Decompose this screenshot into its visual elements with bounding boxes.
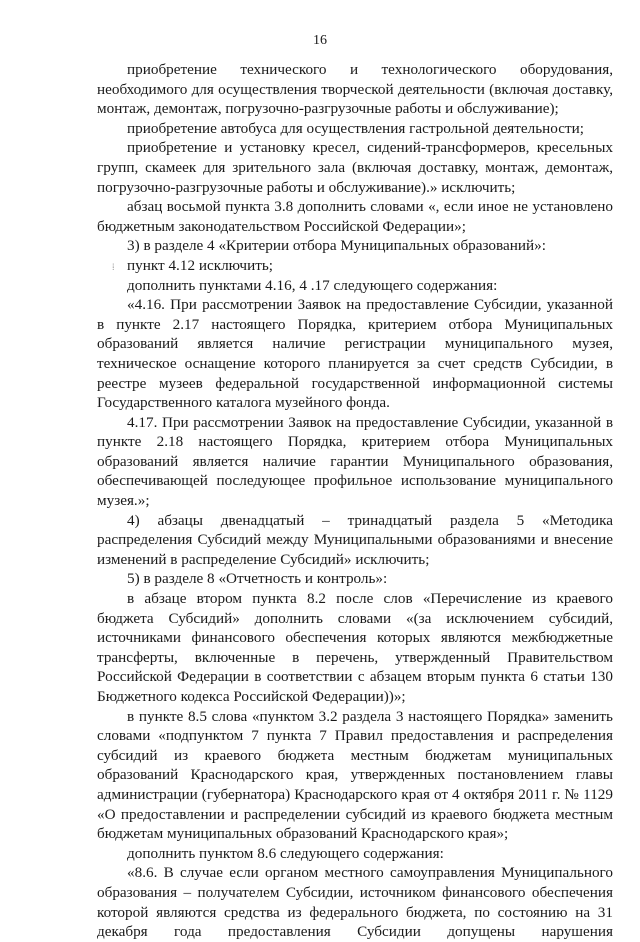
paragraph: в пункте 8.5 слова «пунктом 3.2 раздела 3 настоящего Порядка» заменить словами «подпунктом 7 пункта 7 Правил предоставления и распределения субсидий из краевого бюджета местным бюджетам муниципальных образований Краснодарского края, утвержденных постановлением главы администрации (губернатора) Краснодарского края от 4 октября 2011 г. № 1129 «О предоставлении и распределении субсидий из краевого бюджета местным бюджетам муниципальных образований Краснодарского края»;: [97, 707, 613, 843]
paragraph: 4.17. При рассмотрении Заявок на предоставление Субсидии, указанной в пункте 2.18 настоящего Порядка, критерием отбора Муниципальных образований является наличие гарантии Муниципального образования, обеспечивающей последующее профильное использование муниципального музея.»;: [97, 413, 613, 510]
paragraph: 4) абзацы двенадцатый – тринадцатый раздела 5 «Методика распределения Субсидий между Муниципальными образованиями и внесение изменений в распределение Субсидий» исключить;: [97, 511, 613, 568]
paragraph: приобретение технического и технологического оборудования, необходимого для осуществления творческой деятельности (включая доставку, монтаж, демонтаж, погрузочно-разгрузочные работы и обслуживание);: [97, 61, 613, 118]
paragraph: в абзаце втором пункта 8.2 после слов «Перечисление из краевого бюджета Субсидий» дополнить словами «(за исключением субсидий, источниками финансового обеспечения которых являются межбюджетные трансферты, включенные в перечень, утвержденный Правительством Российской Федерации в соответствии с абзацем вторым пункта 6 статьи 130 Бюджетного кодекса Российской Федерации))»;: [97, 590, 613, 705]
paragraph: дополнить пунктами 4.16, 4 .17 следующего содержания:: [127, 276, 498, 294]
paragraph: 5) в разделе 8 «Отчетность и контроль»:: [127, 570, 388, 588]
page-number: 16: [313, 33, 327, 48]
paragraph: абзац восьмой пункта 3.8 дополнить словами «, если иное не установлено бюджетным законодательством Российской Федерации»;: [97, 198, 613, 235]
margin-mark: ⁞: [112, 262, 115, 272]
paragraph: пункт 4.12 исключить;: [127, 256, 273, 274]
document-body: [97, 60, 613, 942]
paragraph: приобретение автобуса для осуществления гастрольной деятельности;: [127, 119, 584, 137]
paragraph: дополнить пунктом 8.6 следующего содержания:: [127, 844, 444, 862]
paragraph: «4.16. При рассмотрении Заявок на предоставление Субсидии, указанной в пункте 2.17 настоящего Порядка, критерием отбора Муниципальных образований является наличие регистрации муниципального музея, техническое оснащение которого планируется за счет средств Субсидии, в реестре музеев федеральной государственной информационной системы Государственного каталога музейного фонда.: [97, 296, 613, 412]
paragraph: 3) в разделе 4 «Критерии отбора Муниципальных образований»:: [127, 237, 546, 255]
paragraph: «8.6. В случае если органом местного самоуправления Муниципального образования – получателем Субсидии, источником финансового обеспечения которой являются средства из федерального бюджета, по состоянию на 31 декабря года предоставления Субсидии допущены нарушения: [97, 864, 613, 941]
paragraph: приобретение и установку кресел, сидений-трансформеров, кресельных групп, скамеек для зрительного зала (включая доставку, монтаж, демонтаж, погрузочно-разгрузочные работы и обслуживание).» исключить;: [97, 139, 613, 196]
